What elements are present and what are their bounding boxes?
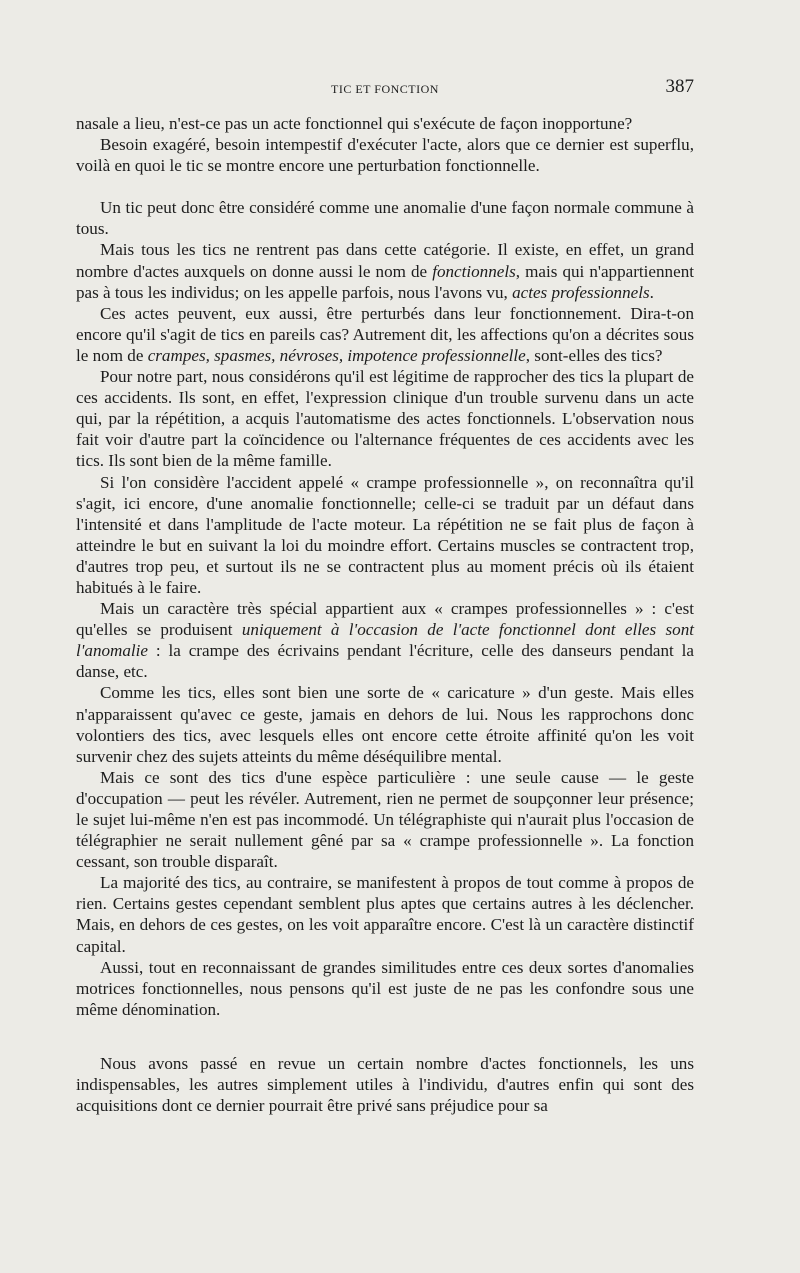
page-number: 387 xyxy=(665,76,694,97)
paragraph: Aussi, tout en reconnaissant de grandes similitudes entre ces deux sortes d'anomalies motrices fonctionnelles, nous pensons qu'il est juste de ne pas les confondre sous une même dénomination. xyxy=(76,957,694,1019)
paragraph: nasale a lieu, n'est-ce pas un acte fonctionnel qui s'exécute de façon inopportune? xyxy=(76,114,633,133)
paragraph: Mais tous les tics ne rentrent pas dans cette catégorie. Il existe, en effet, un grand nombre d'actes auxquels on donne aussi le nom de fonctionnels, mais qui n'appartiennent pas à tous les individus; on les appelle parfois, nous l'avons vu, actes professionnels. xyxy=(76,240,694,302)
page-header xyxy=(76,76,694,102)
running-title: TIC ET FONCTION xyxy=(331,82,439,96)
paragraph: Mais ce sont des tics d'une espèce particulière : une seule cause — le geste d'occupation — peut les révéler. Autrement, rien ne permet de soupçonner leur présence; le sujet lui-même n'en est pas incommodé. Un télégraphiste qui n'aurait plus l'occasion de télégraphier ne serait nullement gêné par sa « crampe professionnelle ». La fonction cessant, son trouble disparaît. xyxy=(76,767,694,872)
body-text xyxy=(76,113,694,1116)
paragraph: Comme les tics, elles sont bien une sorte de « caricature » d'un geste. Mais elles n'apparaissent qu'avec ce geste, jamais en dehors de lui. Nous les rapprochons donc volontiers des tics, avec lesquels elles ont encore cette étroite affinité qu'on les voit survenir chez des sujets atteints du même déséquilibre mental. xyxy=(76,683,694,766)
paragraph: Besoin exagéré, besoin intempestif d'exécuter l'acte, alors que ce dernier est superflu, voilà en quoi le tic se montre encore une perturbation fonctionnelle. xyxy=(76,135,694,176)
paragraph: Mais un caractère très spécial appartient aux « crampes professionnelles » : c'est qu'elles se produisent uniquement à l'occasion de l'acte fonctionnel dont elles sont l'anomalie : la crampe des écrivains pendant l'écriture, celle des danseurs pendant la danse, etc. xyxy=(76,599,694,682)
paragraph: Pour notre part, nous considérons qu'il est légitime de rapprocher des tics la plupart de ces accidents. Ils sont, en effet, l'expression clinique d'un trouble survenu dans un acte qui, par la répétition, a acquis l'automatisme des actes fonctionnels. L'observation nous fait voir d'autre part la coïncidence ou l'alternance fréquentes de ces accidents avec les tics. Ils sont bien de la même famille. xyxy=(76,367,694,471)
paragraph: La majorité des tics, au contraire, se manifestent à propos de tout comme à propos de rien. Certains gestes cependant semblent plus aptes que certains autres à les déclencher. Mais, en dehors de ces gestes, on les voit apparaître encore. C'est là un caractère distinctif capital. xyxy=(76,873,694,956)
paragraph: Un tic peut donc être considéré comme une anomalie d'une façon normale commune à tous. xyxy=(76,198,694,239)
paragraph: Ces actes peuvent, eux aussi, être perturbés dans leur fonctionnement. Dira-t-on encore qu'il s'agit de tics en pareils cas? Autrement dit, les affections qu'on a décrites sous le nom de crampes, spasmes, névroses, impotence professionnelle, sont-elles des tics? xyxy=(76,303,694,365)
paragraph: Nous avons passé en revue un certain nombre d'actes fonctionnels, les uns indispensables, les autres simplement utiles à l'individu, d'autres enfin qui sont des acquisitions dont ce dernier pourrait être privé sans préjudice pour sa xyxy=(76,1053,694,1116)
paragraph: Si l'on considère l'accident appelé « crampe professionnelle », on reconnaîtra qu'il s'agit, ici encore, d'une anomalie fonctionnelle; celle-ci se traduit par un défaut dans l'intensité et dans l'amplitude de l'acte moteur. La répétition ne se fait plus de façon à atteindre le but en suivant la loi du moindre effort. Certains muscles se contractent trop, d'autres trop peu, et surtout ils ne se contractent plus au moment précis où ils étaient habitués à le faire. xyxy=(76,472,694,597)
